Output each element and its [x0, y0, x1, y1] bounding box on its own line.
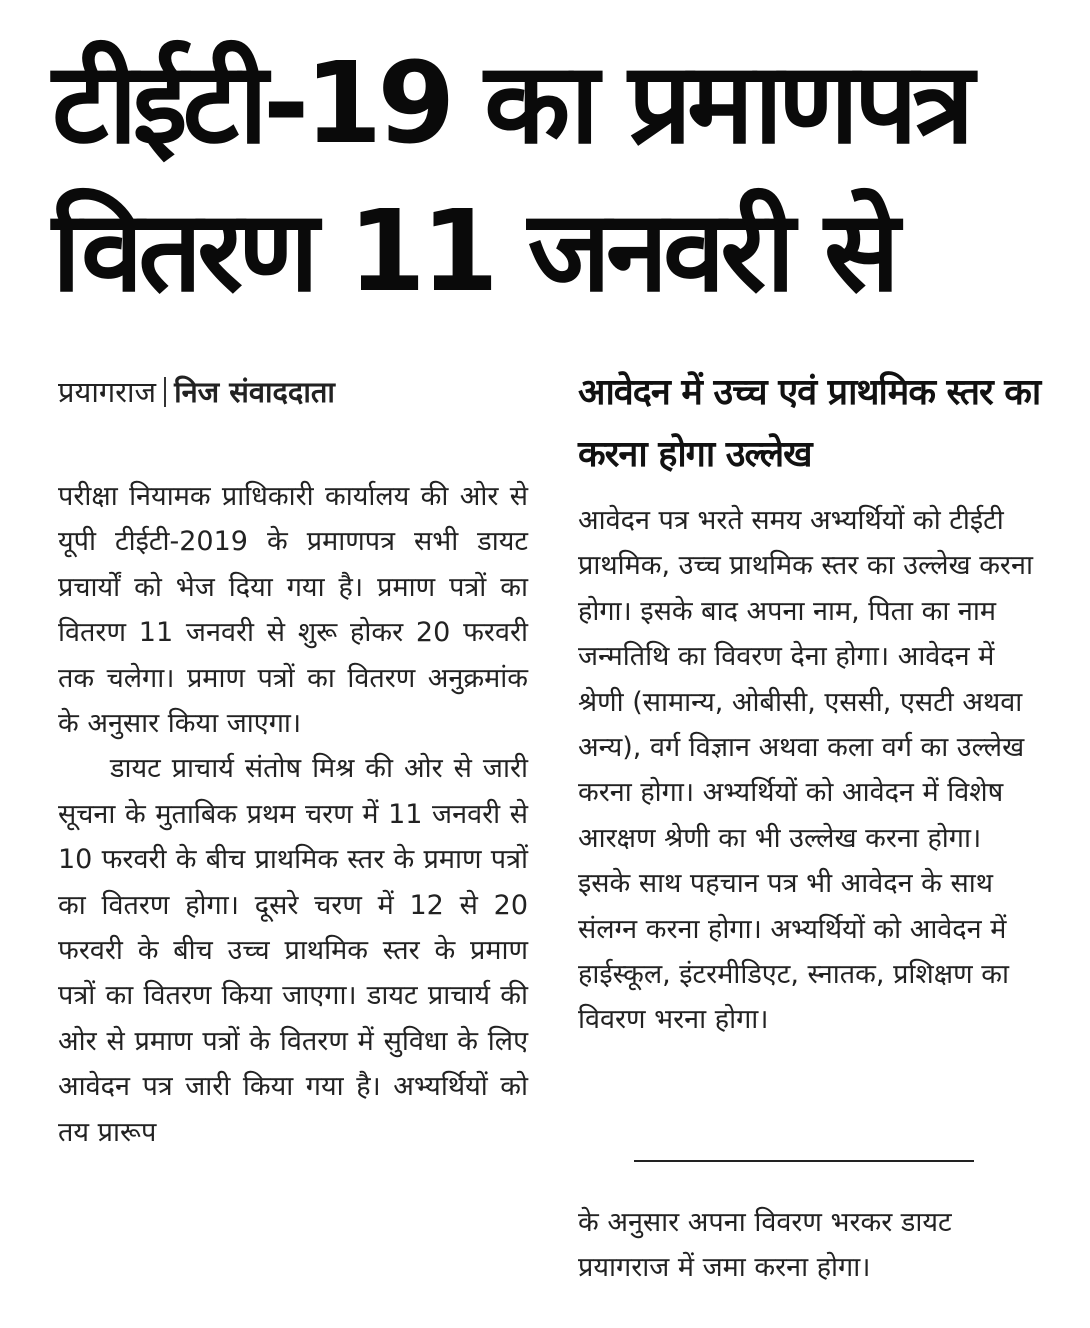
- column-divider: [634, 1160, 974, 1162]
- right-subheading: आवेदन में उच्च एवं प्राथमिक स्तर का करना होगा उल्लेख: [578, 372, 1041, 475]
- byline: [58, 372, 335, 412]
- byline-reporter: निज संवाददाता: [174, 375, 335, 409]
- left-column: [58, 474, 528, 1155]
- byline-separator: [164, 377, 166, 407]
- byline-place: प्रयागराज: [58, 375, 157, 409]
- continuation-paragraph: के अनुसार अपना विवरण भरकर डायट प्रयागराज में जमा करना होगा।: [578, 1207, 952, 1284]
- right-column: [578, 498, 1040, 1043]
- headline: [52, 30, 1072, 326]
- left-paragraph-2: डायट प्राचार्य संतोष मिश्र की ओर से जारी सूचना के मुताबिक प्रथम चरण में 11 जनवरी से 10 फरवरी के बीच प्राथमिक स्तर के प्रमाण पत्रों का वितरण होगा। दूसरे चरण में 12 से 20 फरवरी के बीच उच्च प्राथमिक स्तर के प्रमाण पत्रों का वितरण किया जाएगा। डायट प्राचार्य की ओर से प्रमाण पत्रों के वितरण में सुविधा के लिए आवेदन पत्र जारी किया गया है। अभ्यर्थियों को तय प्रारूप: [58, 753, 528, 1148]
- headline-line-1: टीईटी-19 का प्रमाणपत्र: [52, 39, 970, 169]
- right-column-continuation: [578, 1200, 1048, 1291]
- left-paragraph-1: परीक्षा नियामक प्राधिकारी कार्यालय की ओर से यूपी टीईटी-2019 के प्रमाणपत्र सभी डायट प्रचार्यों को भेज दिया गया है। प्रमाण पत्रों का वितरण 11 जनवरी से शुरू होकर 20 फरवरी तक चलेगा। प्रमाण पत्रों का वितरण अनुक्रमांक के अनुसार किया जाएगा।: [58, 481, 528, 740]
- headline-line-2: वितरण 11 जनवरी से: [52, 187, 895, 317]
- right-paragraph: आवेदन पत्र भरते समय अभ्यर्थियों को टीईटी प्राथमिक, उच्च प्राथमिक स्तर का उल्लेख करना होगा। इसके बाद अपना नाम, पिता का नाम जन्मतिथि का विवरण देना होगा। आवेदन में श्रेणी (सामान्य, ओबीसी, एससी, एसटी अथवा अन्य), वर्ग विज्ञान अथवा कला वर्ग का उल्लेख करना होगा। अभ्यर्थियों को आवेदन में विशेष आरक्षण श्रेणी का भी उल्लेख करना होगा। इसके साथ पहचान पत्र भी आवेदन के साथ संलग्न करना होगा। अभ्यर्थियों को आवेदन में हाईस्कूल, इंटरमीडिएट, स्नातक, प्रशिक्षण का विवरण भरना होगा।: [578, 505, 1033, 1036]
